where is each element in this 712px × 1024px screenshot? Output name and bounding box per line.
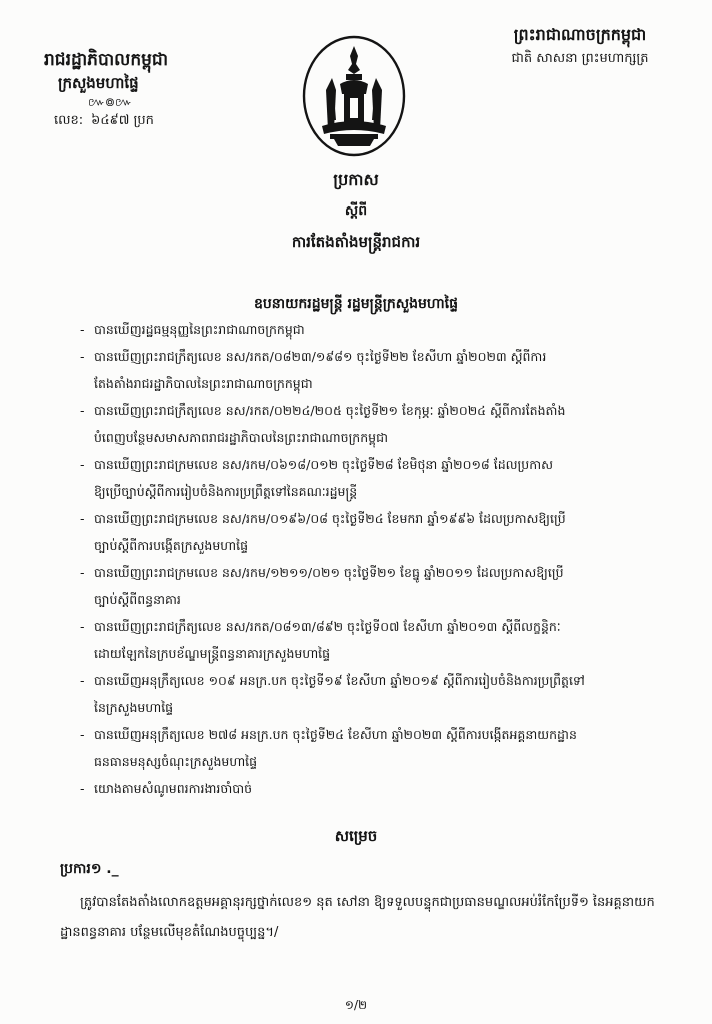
issuing-authority: ឧបនាយករដ្ឋមន្ត្រី រដ្ឋមន្ត្រីក្រសួងមហាផ្ទៃ — [253, 296, 458, 312]
clause-text: បានឃើញព្រះរាជក្រមលេខ នស/រកម/១២១១/០២១ ចុះថ្ងៃទី២១ ខែធ្នូ ឆ្នាំ២០១១ ដែលប្រកាសឱ្យប្រើ — [94, 565, 564, 580]
clause-text: បានឃើញព្រះរាជក្រឹត្យលេខ នស/រកត/០២២៤/២០៥ ចុះថ្ងៃទី២១ ខែកុម្ភៈ ឆ្នាំ២០២៤ ស្ដីពីការតែងតាំង — [94, 403, 566, 418]
preamble-clause-line — [80, 478, 680, 505]
clause-text: ឱ្យប្រើច្បាប់ស្ដីពីការរៀបចំនិងការប្រព្រឹត្តទៅនៃគណៈរដ្ឋមន្ត្រី — [94, 484, 358, 499]
header-ornament: ៚៙៚ — [88, 95, 132, 109]
clause-dash: - — [80, 673, 85, 688]
preamble-clause-line — [80, 370, 680, 397]
royal-arms-emblem-icon — [300, 34, 408, 158]
clause-text: ច្បាប់ស្ដីពីពន្ធនាគារ — [94, 592, 181, 607]
preamble-clause-line — [80, 424, 680, 451]
ministry-header — [44, 48, 214, 132]
preamble-clause-line — [80, 532, 680, 559]
preamble-clauses — [80, 316, 680, 802]
document-title: ប្រកាស — [333, 170, 379, 189]
clause-text: នៃក្រសួងមហាផ្ទៃ — [94, 700, 174, 715]
kingdom-header — [470, 22, 690, 70]
preamble-clause-line — [80, 397, 680, 424]
preamble-clause-line — [80, 559, 680, 586]
clause-dash: - — [80, 322, 85, 337]
clause-text: បានឃើញព្រះរាជក្រឹត្យលេខ នស/រកត/០៨២៣/១៩៨១ ចុះថ្ងៃទី២២ ខែសីហា ឆ្នាំ២០២៣ ស្ដីពីការ — [94, 349, 547, 364]
government-name: រាជរដ្ឋាភិបាលកម្ពុជា — [44, 50, 169, 70]
clause-dash: - — [80, 565, 85, 580]
clause-text: បានឃើញព្រះរាជក្រមលេខ នស/រកម/០៦១៨/០១២ ចុះថ្ងៃទី២៨ ខែមិថុនា ឆ្នាំ២០១៨ ដែលប្រកាស — [94, 457, 554, 472]
preamble-clause-line — [80, 694, 680, 721]
preamble-clause-line — [80, 721, 680, 748]
preamble-clause-line — [80, 667, 680, 694]
preamble-clause-line — [80, 775, 680, 802]
clause-dash: - — [80, 403, 85, 418]
preamble-clause-line — [80, 640, 680, 667]
preamble-clause-line — [80, 316, 680, 343]
article-heading: ប្រការ១ ._ — [60, 861, 119, 877]
preamble-clause-line — [80, 586, 680, 613]
clause-dash: - — [80, 511, 85, 526]
preamble-clause-line — [80, 613, 680, 640]
kingdom-name: ព្រះរាជាណាចក្រកម្ពុជា — [513, 25, 647, 44]
article-body: ត្រូវបានតែងតាំងលោកឧត្តមអគ្គានុរក្សថ្នាក់លេខ១ នុត សៅនា ឱ្យទទួលបន្ទុកជាប្រធានមណ្ឌលអប់រំកែប្រែទី១ នៃអគ្គនាយកដ្ឋានពន្ធនាគារ បន្ថែមលើមុខតំណែងបច្ចុប្បន្ន។/ — [60, 895, 655, 940]
preamble-clause-line — [80, 748, 680, 775]
clause-text: បានឃើញព្រះរាជក្រមលេខ នស/រកម/០១៩៦/០៨ ចុះថ្ងៃទី២៤ ខែមករា ឆ្នាំ១៩៩៦ ដែលប្រកាសឱ្យប្រើ — [94, 511, 566, 526]
document-about: ស្ដីពី — [344, 203, 368, 219]
clause-text: ច្បាប់ស្ដីពីការបង្កើតក្រសួងមហាផ្ទៃ — [94, 538, 249, 553]
reference-number — [54, 110, 214, 132]
preamble-clause-line — [80, 343, 680, 370]
document-subject: ការតែងតាំងមន្ត្រីរាជការ — [291, 233, 421, 251]
clause-text: បំពេញបន្ថែមសមាសភាពរាជរដ្ឋាភិបាលនៃព្រះរាជាណាចក្រកម្ពុជា — [94, 430, 389, 445]
clause-text: យោងតាមសំណូមពរការងារចាំបាច់ — [94, 781, 253, 796]
clause-dash: - — [80, 727, 85, 742]
clause-text: បានឃើញអនុក្រឹត្យលេខ ១០៩ អនក្រ.បក ចុះថ្ងៃទី១៩ ខែសីហា ឆ្នាំ២០១៩ ស្ដីពីការរៀបចំនិងការប្រព្រឹត្តទៅ — [94, 673, 585, 688]
reference-value: ៦៤៩៧ ប្រក — [91, 113, 154, 128]
clause-text: ដោយឡែកនៃក្របខ័ណ្ឌមន្ត្រីពន្ធនាគារក្រសួងមហាផ្ទៃ — [94, 646, 331, 661]
clause-dash: - — [80, 619, 85, 634]
clause-dash: - — [80, 349, 85, 364]
ministry-name: ក្រសួងមហាផ្ទៃ — [58, 74, 139, 92]
clause-dash: - — [80, 781, 85, 796]
page-number: ១/២ — [344, 998, 368, 1012]
decision-heading: សម្រេច — [334, 827, 378, 845]
clause-text: បានឃើញអនុក្រឹត្យលេខ ២៧៨ អនក្រ.បក ចុះថ្ងៃទី២៤ ខែសីហា ឆ្នាំ២០២៣ ស្ដីពីការបង្កើតអគ្គនាយកដ្ឋាន — [94, 727, 577, 742]
clause-text: បានឃើញរដ្ឋធម្មនុញ្ញនៃព្រះរាជាណាចក្រកម្ពុជា — [94, 322, 305, 337]
preamble-clause-line — [80, 451, 680, 478]
clause-dash: - — [80, 457, 85, 472]
clause-text: បានឃើញព្រះរាជក្រឹត្យលេខ នស/រកត/០៨១៣/៨៩២ ចុះថ្ងៃទី០៧ ខែសីហា ឆ្នាំ២០១៣ ស្ដីពីលក្ខន្តិកៈ — [94, 619, 561, 634]
national-motto: ជាតិ សាសនា ព្រះមហាក្សត្រ — [511, 51, 649, 66]
clause-text: តែងតាំងរាជរដ្ឋាភិបាលនៃព្រះរាជាណាចក្រកម្ពុជា — [94, 376, 313, 391]
clause-text: ធនធានមនុស្សចំណុះក្រសួងមហាផ្ទៃ — [94, 754, 258, 769]
preamble-clause-line — [80, 505, 680, 532]
reference-label: លេខ: — [54, 113, 84, 128]
